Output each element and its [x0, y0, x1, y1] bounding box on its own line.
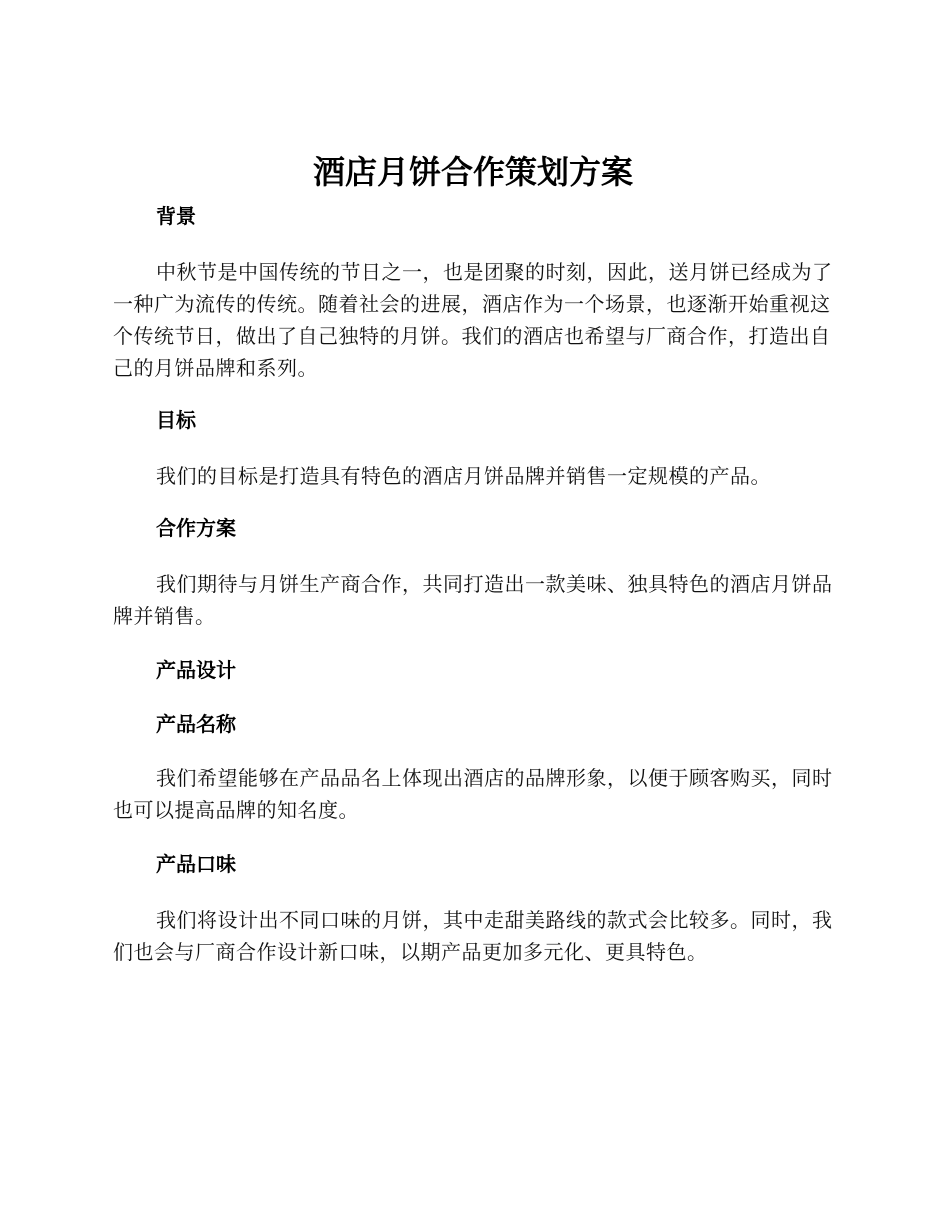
section-heading-cooperation-plan: 合作方案 — [156, 516, 236, 540]
paragraph-product-name: 我们希望能够在产品品名上体现出酒店的品牌形象，以便于顾客购买，同时也可以提高品牌的知名度。 — [113, 766, 833, 822]
paragraph-goal: 我们的目标是打造具有特色的酒店月饼品牌并销售一定规模的产品。 — [156, 464, 771, 488]
section-heading-product-design: 产品设计 — [156, 658, 236, 682]
document-body — [113, 150, 833, 968]
section-heading-product-name: 产品名称 — [156, 712, 236, 736]
paragraph-background: 中秋节是中国传统的节日之一，也是团聚的时刻，因此，送月饼已经成为了一种广为流传的传统。随着社会的进展，酒店作为一个场景，也逐渐开始重视这个传统节日，做出了自己独特的月饼。我们的酒店也希望与厂商合作，打造出自己的月饼品牌和系列。 — [113, 260, 833, 380]
section-heading-product-flavor: 产品口味 — [156, 852, 236, 876]
document-title: 酒店月饼合作策划方案 — [312, 153, 633, 191]
section-heading-background: 背景 — [156, 204, 196, 228]
paragraph-product-flavor: 我们将设计出不同口味的月饼，其中走甜美路线的款式会比较多。同时，我们也会与厂商合作设计新口味，以期产品更加多元化、更具特色。 — [113, 908, 833, 964]
paragraph-cooperation-plan: 我们期待与月饼生产商合作，共同打造出一款美味、独具特色的酒店月饼品牌并销售。 — [113, 572, 833, 628]
section-heading-goal: 目标 — [156, 408, 196, 432]
